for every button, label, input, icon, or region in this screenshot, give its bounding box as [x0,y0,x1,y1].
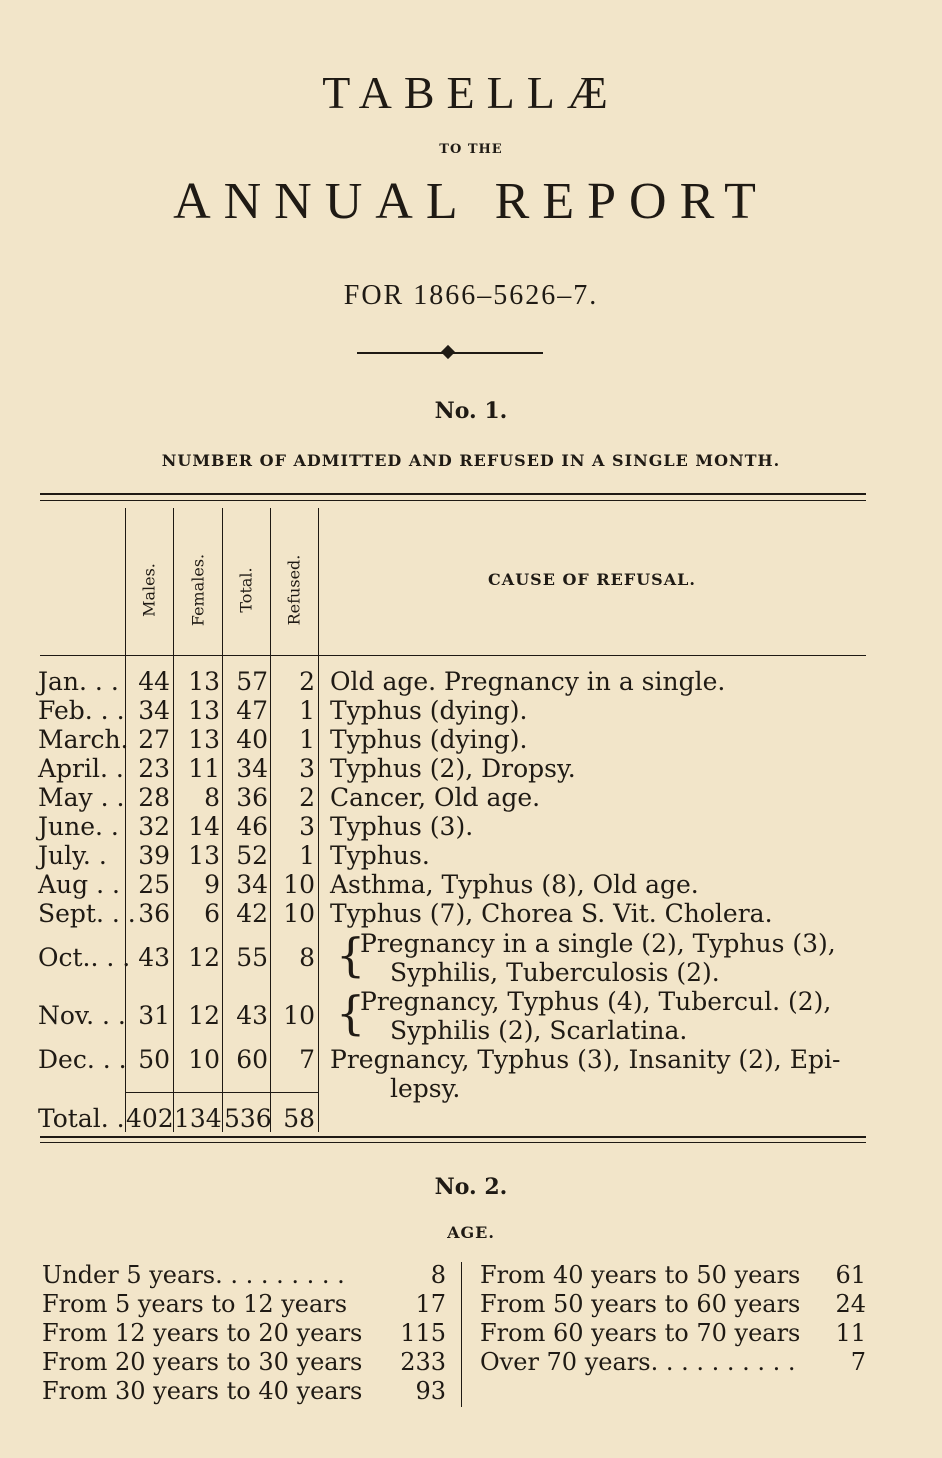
females-value: 13 [188,725,220,754]
females-value: 13 [188,667,220,696]
total-value: 60 [236,1045,268,1074]
brace-icon: { [336,928,366,982]
age-label: From 20 years to 30 years [42,1348,363,1376]
document-title: TABELLÆ [322,67,620,118]
females-value: 10 [188,1045,220,1074]
age-value: 233 [400,1348,446,1376]
table1-subtitle: NUMBER OF ADMITTED AND REFUSED IN A SINGLE MONTH. [161,451,781,470]
age-value: 61 [835,1261,866,1289]
month-label: June. . [38,812,119,841]
cause-text: Typhus. [330,841,430,870]
age-value: 8 [430,1261,446,1289]
table1-bottom-rule [40,1136,866,1138]
females-value: 9 [204,870,220,899]
males-value: 31 [138,1001,170,1030]
refused-value: 1 [299,696,315,725]
refused-value: 7 [299,1045,315,1074]
col-header-total: Total. [236,567,256,613]
age-label: Under 5 years. . . . . . . . . [42,1261,345,1289]
cause-text: Typhus (3). [330,812,474,841]
males-value: 28 [138,783,170,812]
month-label: May . . [38,783,125,812]
table1-top-rule-thin [40,500,866,501]
total-value: 55 [236,943,268,972]
females-value: 6 [204,899,220,928]
total-value: 34 [236,870,268,899]
males-value: 43 [138,943,170,972]
age-label: Over 70 years. . . . . . . . . . [480,1348,796,1376]
age-row [42,1319,446,1348]
cause-text: Old age. Pregnancy in a single. [330,667,726,696]
total-value: 36 [236,783,268,812]
cause-line: Syphilis, Tuberculosis (2). [390,958,720,987]
age-row [42,1348,446,1377]
age-value: 11 [835,1319,866,1347]
table-row [0,754,942,783]
month-label: Oct.. . . [38,943,131,972]
males-value: 36 [138,899,170,928]
age-label: From 5 years to 12 years [42,1290,348,1318]
total-value: 43 [236,1001,268,1030]
refused-value: 10 [283,1001,315,1030]
col-header-males: Males. [139,563,159,617]
age-label: From 12 years to 20 years [42,1319,363,1347]
age-row [480,1261,866,1290]
month-label: July. . [38,841,107,870]
annual-report-heading: ANNUAL REPORT [173,173,769,230]
table-row [0,696,942,725]
males-value: 34 [138,696,170,725]
cause-text: Asthma, Typhus (8), Old age. [330,870,699,899]
to-the-label: TO THE [439,142,503,157]
total-value: 57 [236,667,268,696]
col-header-refused: Refused. [284,554,304,626]
females-total: 134 [174,1104,222,1133]
age-row [480,1319,866,1348]
age-value: 7 [850,1348,866,1376]
females-value: 12 [188,1001,220,1030]
females-value: 8 [204,783,220,812]
males-total: 402 [126,1104,174,1133]
females-value: 13 [188,696,220,725]
cause-line: Pregnancy in a single (2), Typhus (3), [360,929,836,958]
males-value: 25 [138,870,170,899]
age-value: 24 [835,1290,866,1318]
table1-header-rule [40,655,866,656]
cause-text: Cancer, Old age. [330,783,541,812]
females-value: 12 [188,943,220,972]
table2-number: No. 2. [434,1174,508,1200]
age-label: From 50 years to 60 years [480,1290,801,1318]
month-label: Sept. . . [38,899,136,928]
refused-value: 3 [299,754,315,783]
age-row [42,1290,446,1319]
females-value: 13 [188,841,220,870]
refused-value: 10 [283,899,315,928]
brace-icon: { [336,986,366,1040]
males-value: 27 [138,725,170,754]
cause-line: Pregnancy, Typhus (4), Tubercul. (2), [360,987,832,1016]
refused-value: 10 [283,870,315,899]
col-header-cause: CAUSE OF REFUSAL. [488,570,696,589]
age-label: From 30 years to 40 years [42,1377,363,1405]
total-value: 47 [236,696,268,725]
cause-text: Typhus (7), Chorea S. Vit. Cholera. [330,899,773,928]
refused-value: 8 [299,943,315,972]
grand-total: 536 [224,1104,272,1133]
females-value: 14 [188,812,220,841]
cause-text: Typhus (2), Dropsy. [330,754,576,783]
table-row [0,899,942,928]
males-value: 50 [138,1045,170,1074]
month-label: Jan. . . [38,667,119,696]
age-label: From 60 years to 70 years [480,1319,801,1347]
table1-bottom-rule-thin [40,1142,866,1143]
table-row [0,725,942,754]
total-value: 42 [236,899,268,928]
age-row [42,1261,446,1290]
males-value: 32 [138,812,170,841]
refused-value: 3 [299,812,315,841]
age-row [480,1348,866,1377]
refused-value: 1 [299,841,315,870]
total-row [0,1104,942,1133]
age-value: 93 [415,1377,446,1405]
cause-line: lepsy. [390,1074,461,1103]
table1-top-rule [40,493,866,495]
refused-value: 2 [299,667,315,696]
total-value: 52 [236,841,268,870]
table-row [0,841,942,870]
table-row [0,1045,942,1074]
table-row [0,667,942,696]
cause-text: Pregnancy, Typhus (3), Insanity (2), Epi- [330,1045,841,1074]
refused-value: 2 [299,783,315,812]
age-value: 17 [415,1290,446,1318]
total-value: 40 [236,725,268,754]
month-label: March. [38,725,129,754]
refused-value: 1 [299,725,315,754]
table1-number: No. 1. [434,398,508,424]
cause-line: Syphilis (2), Scarlatina. [390,1016,688,1045]
age-column-divider [461,1262,462,1407]
ornament-divider [357,352,543,354]
cause-text: Typhus (dying). [330,696,528,725]
age-label: From 40 years to 50 years [480,1261,801,1289]
age-row [480,1290,866,1319]
males-value: 23 [138,754,170,783]
males-value: 39 [138,841,170,870]
refused-total: 58 [283,1104,315,1133]
table-row [0,812,942,841]
females-value: 11 [188,754,220,783]
age-row [42,1377,446,1406]
month-label: Aug . . [38,870,120,899]
month-label: April. . [38,754,124,783]
table-row [0,870,942,899]
age-value: 115 [400,1319,446,1347]
month-label: Nov. . . [38,1001,126,1030]
col-header-females: Females. [188,553,208,627]
report-year: FOR 1866–5626–7. [343,280,599,311]
total-value: 34 [236,754,268,783]
month-label: Dec. . . [38,1045,127,1074]
cause-text: Typhus (dying). [330,725,528,754]
month-label: Feb. . . [38,696,125,725]
table-row [0,783,942,812]
males-value: 44 [138,667,170,696]
total-value: 46 [236,812,268,841]
total-label: Total. . [38,1104,125,1133]
table2-subtitle: AGE. [447,1223,495,1242]
